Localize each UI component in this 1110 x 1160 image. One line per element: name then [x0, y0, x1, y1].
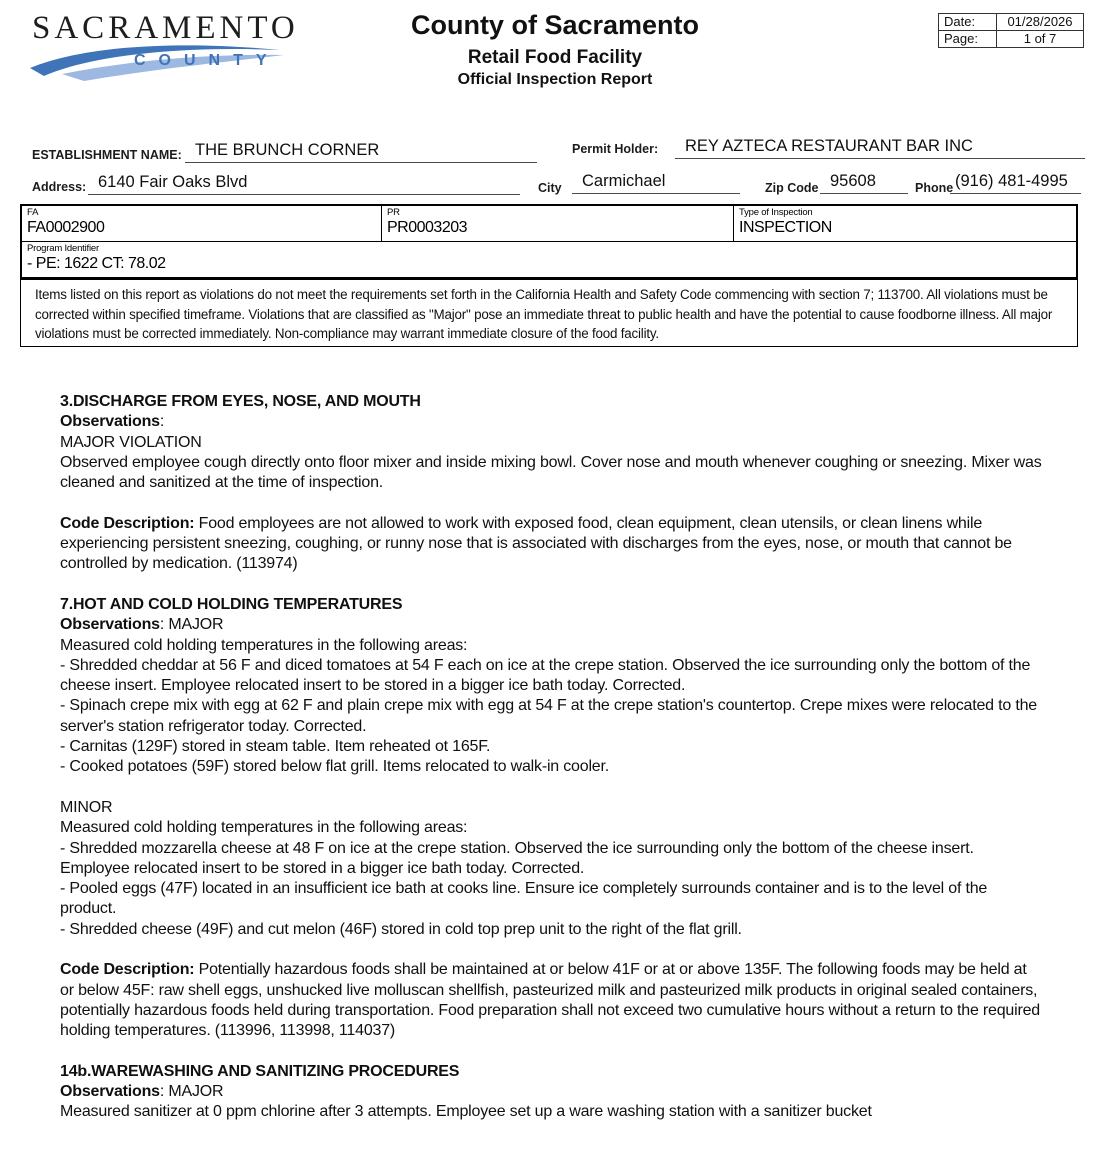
report-titles	[305, 10, 805, 89]
body-text-line: - Shredded mozzarella cheese at 48 F on ice at the crepe station. Observed the ice surrounding only the bottom of the cheese insert. Employee relocated insert to be stored in a bigger ice bath today. Corrected.	[60, 839, 974, 877]
sacramento-county-logo	[28, 6, 308, 90]
facility-id-row	[22, 206, 1076, 242]
body-text-line: - Spinach crepe mix with egg at 62 F and plain crepe mix with egg at 54 F at the crepe station's countertop. Crepe mixes were relocated to the server's station refrigerator today. Corrected.	[60, 697, 1037, 735]
permit-holder-value: REY AZTECA RESTAURANT BAR INC	[675, 137, 1085, 159]
body-text-line: Observations: MAJOR	[60, 616, 224, 634]
fa-label: FA	[27, 207, 39, 218]
facility-id-table	[20, 204, 1078, 280]
inspection-type-cell	[734, 206, 1076, 241]
inspection-type-value: INSPECTION	[739, 219, 832, 236]
fa-value: FA0002900	[27, 219, 105, 236]
date-label: Date:	[939, 14, 997, 30]
program-identifier-row	[22, 242, 1076, 278]
body-text-line: Observed employee cough directly onto floor mixer and inside mixing bowl. Cover nose and mouth whenever coughing or sneezing. Mixer was cleaned and sanitized at the time of inspection.	[60, 453, 1042, 492]
page-title: County of Sacramento	[410, 10, 700, 40]
logo-county-text: COUNTY	[134, 52, 280, 69]
body-text-line: - Cooked potatoes (59F) stored below flat grill. Items relocated to walk-in cooler.	[60, 758, 609, 776]
body-text-line: Code Description: Potentially hazardous foods shall be maintained at or below 41F or at or above 135F. The following foods may be held at or below 45F: raw shell eggs, unshucked live molluscan shellfish, pasteurized milk and pasteurized milk products in original sealed containers, potentially hazardous foods held during transportation. Food preparation shall not exceed two cumulative hours without a return to the required holding temperatures. (113996, 113998, 114037)	[60, 961, 1041, 1040]
body-group	[60, 1062, 1044, 1123]
phone-label: Phone	[915, 181, 954, 195]
body-group	[60, 595, 1044, 778]
body-group	[60, 798, 1044, 940]
pr-cell	[382, 206, 734, 241]
pr-value: PR0003203	[387, 219, 468, 236]
body-text-line: Observations:	[60, 413, 165, 431]
report-subtitle-1: Retail Food Facility	[467, 47, 643, 68]
section-heading: 7.HOT AND COLD HOLDING TEMPERATURES	[60, 595, 403, 613]
section-heading: 3.DISCHARGE FROM EYES, NOSE, AND MOUTH	[60, 393, 421, 410]
body-text-line: - Pooled eggs (47F) located in an insufficient ice bath at cooks line. Ensure ice completely surrounds container and is to the level of the product.	[60, 880, 988, 918]
phone-value: (916) 481-4995	[950, 172, 1081, 194]
section-heading: 14b.WAREWASHING AND SANITIZING PROCEDURES	[60, 1062, 460, 1080]
body-group	[60, 392, 1044, 493]
body-text-line: MAJOR VIOLATION	[60, 433, 202, 451]
body-text-line: Measured cold holding temperatures in the following areas:	[60, 636, 468, 654]
inspection-type-label: Type of Inspection	[739, 207, 813, 218]
body-text-line: - Carnitas (129F) stored in steam table. Item reheated ot 165F.	[60, 738, 491, 756]
city-label: City	[538, 181, 562, 195]
city-value: Carmichael	[572, 172, 740, 194]
body-text-line: - Shredded cheddar at 56 F and diced tomatoes at 54 F each on ice at the crepe station. Observed the ice surrounding only the bottom of the cheese insert. Employee relocated insert to be stored in a bigger ice bath today. Corrected.	[60, 656, 1031, 695]
date-page-box	[938, 13, 1084, 48]
body-group	[60, 514, 1044, 575]
report-body	[60, 392, 1044, 1123]
body-text-line: MINOR	[60, 798, 113, 816]
program-identifier-value: - PE: 1622 CT: 78.02	[27, 255, 166, 272]
report-subtitle-2: Official Inspection Report	[457, 71, 653, 88]
body-text-line: Observations: MAJOR	[60, 1083, 224, 1101]
program-identifier-label: Program Identifier	[27, 243, 99, 254]
zip-code-value: 95608	[820, 172, 908, 194]
logo-sacramento-text: SACRAMENTO	[32, 10, 299, 46]
body-text-line: Measured sanitizer at 0 ppm chlorine after 3 attempts. Employee set up a ware washing station with a sanitizer bucket	[60, 1103, 872, 1121]
pr-label: PR	[387, 207, 400, 218]
page-label: Page:	[939, 31, 997, 47]
page-row	[939, 30, 1083, 47]
body-text-line: - Shredded cheese (49F) and cut melon (46F) stored in cold top prep unit to the right of the flat grill.	[60, 920, 742, 938]
date-value: 01/28/2026	[1007, 14, 1073, 29]
fa-cell	[22, 206, 382, 241]
address-label: Address:	[32, 180, 87, 194]
body-group	[60, 960, 1044, 1041]
page-value: 1 of 7	[1023, 31, 1057, 46]
zip-code-label: Zip Code	[765, 181, 819, 195]
date-row	[939, 14, 1083, 30]
establishment-name-value: THE BRUNCH CORNER	[185, 141, 537, 163]
permit-holder-label: Permit Holder:	[572, 142, 659, 156]
establishment-name-label: ESTABLISHMENT NAME:	[32, 148, 182, 162]
body-text-line: Measured cold holding temperatures in the following areas:	[60, 819, 468, 837]
address-value: 6140 Fair Oaks Blvd	[88, 173, 520, 195]
violations-disclaimer: Items listed on this report as violations do not meet the requirements set forth in the California Health and Safety Code commencing with section 7; 113700. All violations must be corrected within specified timeframe. Violations that are classified as "Major" pose an immediate threat to public health and have the potential to cause foodborne illness. All major violations must be corrected immediately. Non-compliance may warrant immediate closure of the food facility.	[20, 277, 1078, 347]
body-text-line: Code Description: Food employees are not allowed to work with exposed food, clean equipment, clean utensils, or clean linens while experiencing persistent sneezing, coughing, or runny nose that is associated with discharges from the eyes, nose, or mouth that cannot be controlled by medication. (113974)	[60, 514, 1012, 573]
